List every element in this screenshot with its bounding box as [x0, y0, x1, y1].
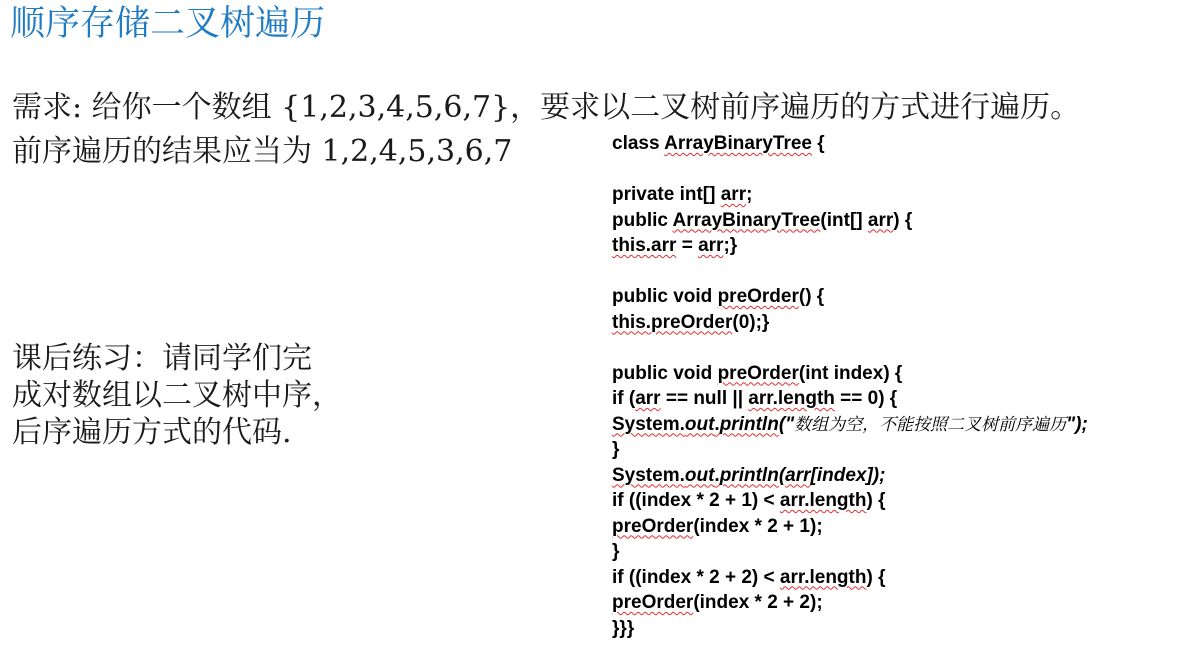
code-line: if (arr == null || arr.length == 0) {: [612, 388, 898, 409]
code-line: }: [612, 439, 620, 460]
requirement-line-1: 需求: 给你一个数组 {1,2,3,4,5,6,7}，要求以二叉树前序遍历的方式进行遍历。: [12, 90, 1081, 125]
code-line: System.out.println("数组为空，不能按照二叉树前序遍历");: [612, 413, 1088, 435]
code-line: this.arr = arr;}: [612, 235, 738, 256]
code-line: this.preOrder(0);}: [612, 311, 770, 333]
exercise-line-3: 后序遍历方式的代码.: [12, 415, 292, 450]
code-line: preOrder(index * 2 + 2);: [612, 592, 823, 613]
code-line: public void preOrder() {: [612, 286, 825, 307]
code-block: [612, 131, 1088, 641]
exercise-line-2: 成对数组以二叉树中序，: [12, 378, 342, 413]
code-line: public ArrayBinaryTree(int[] arr) {: [612, 209, 913, 231]
code-line: }}}: [612, 617, 635, 639]
code-line: public void preOrder(int index) {: [612, 362, 903, 384]
exercise-text: [12, 340, 342, 451]
code-line: }: [612, 541, 620, 562]
code-line: private int[] arr;: [612, 184, 753, 205]
code-line: if ((index * 2 + 2) < arr.length) {: [612, 566, 886, 588]
code-line: if ((index * 2 + 1) < arr.length) {: [612, 490, 886, 511]
code-line-blank: [612, 335, 1088, 361]
code-line: preOrder(index * 2 + 1);: [612, 515, 823, 537]
code-line-blank: [612, 259, 1088, 285]
requirement-line-2: 前序遍历的结果应当为 1,2,4,5,3,6,7: [12, 134, 513, 169]
code-line-blank: [612, 157, 1088, 183]
code-line: System.out.println(arr[index]);: [612, 464, 886, 486]
slide-title: 顺序存储二叉树遍历: [10, 4, 326, 44]
code-line: class ArrayBinaryTree {: [612, 133, 825, 154]
exercise-line-1: 课后练习：请同学们完: [12, 341, 312, 376]
